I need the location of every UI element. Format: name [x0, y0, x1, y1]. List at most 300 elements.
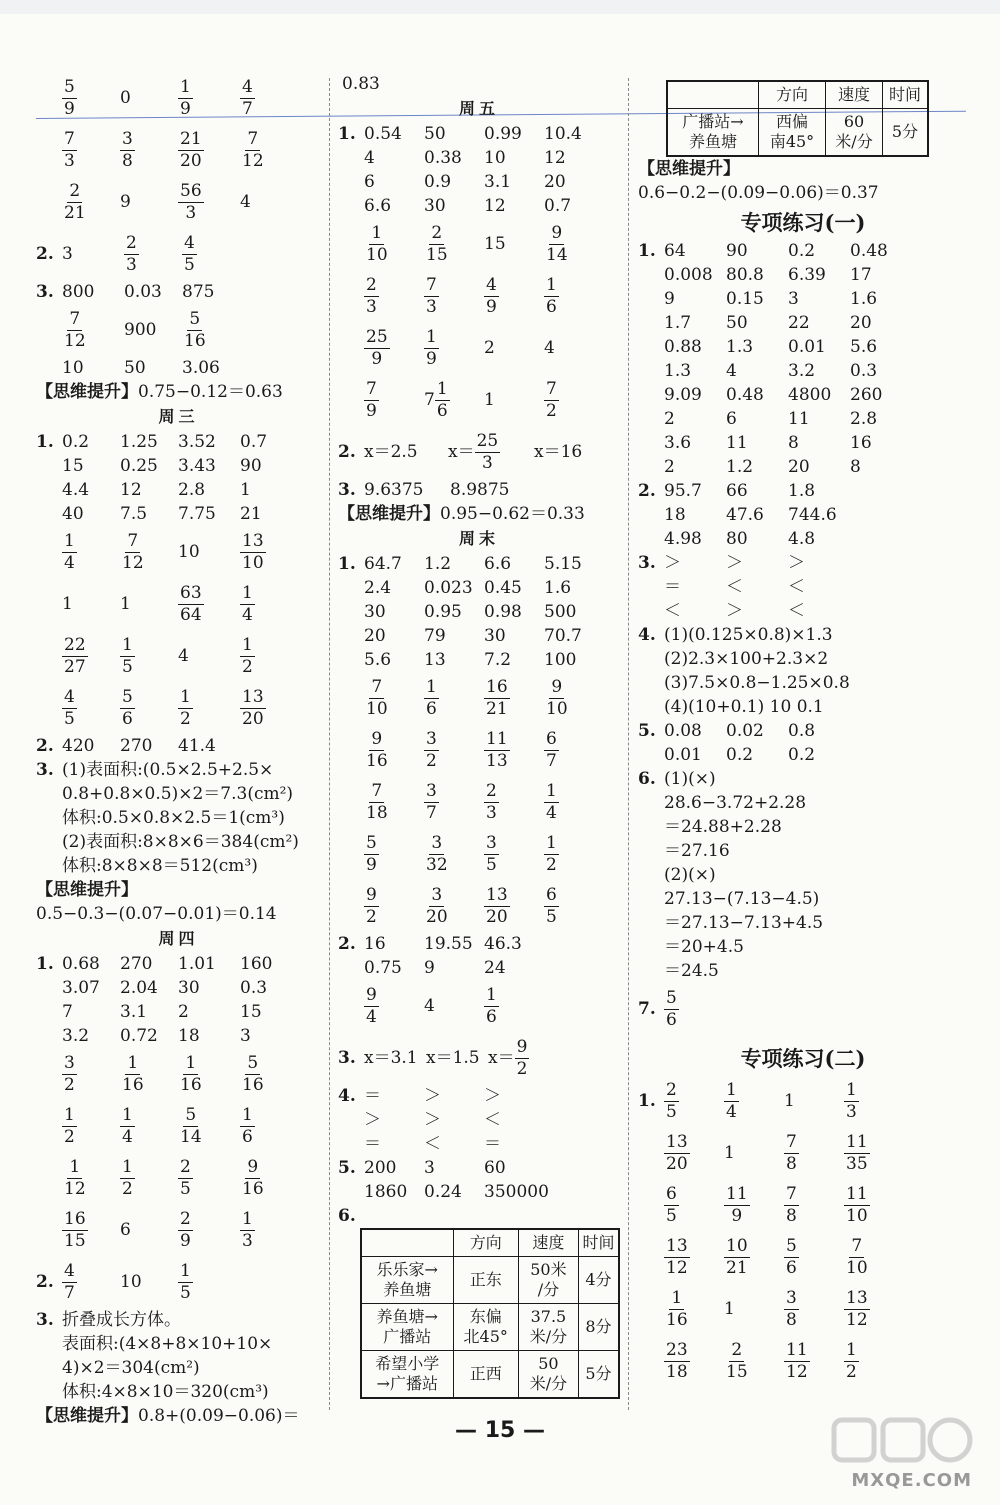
fraction — [664, 1132, 690, 1175]
answer-cell — [844, 1184, 902, 1227]
answer-row — [36, 72, 321, 124]
answer-cell — [120, 635, 178, 678]
answer-cell: 10 — [120, 1272, 142, 1292]
answer-cell — [364, 379, 424, 422]
answer-row — [638, 407, 968, 431]
numerator: 13 — [846, 1287, 868, 1308]
answer-cell — [784, 1132, 844, 1175]
denominator: 15 — [64, 1230, 86, 1251]
denominator: 9 — [180, 98, 191, 119]
numerator: 9 — [551, 222, 563, 243]
numerator: 2 — [486, 780, 497, 801]
answer-line: ＝27.13−7.13+4.5 — [664, 913, 824, 933]
fraction — [424, 223, 450, 266]
denominator: 12 — [242, 150, 264, 171]
column-3 — [638, 80, 968, 1387]
question-number: 2. — [36, 244, 54, 264]
answer-row — [36, 304, 321, 356]
answer-line: 4)×2＝304(cm²) — [62, 1358, 200, 1378]
numerator: 1 — [426, 326, 437, 347]
answer-row — [36, 1024, 321, 1048]
question-number: 5. — [638, 721, 656, 741]
answer-cell — [364, 327, 424, 370]
answer-cell: 12 — [544, 148, 566, 168]
answer-row — [338, 724, 620, 776]
numerator: 1 — [122, 634, 133, 655]
answer-cell: 4 — [240, 192, 251, 212]
table-cell: 50 米/分 — [518, 1351, 578, 1399]
answer-cell — [544, 781, 602, 824]
answer-cell — [62, 687, 120, 730]
answer-cell: 3.2 — [62, 1026, 90, 1046]
fri-q3-answers — [338, 478, 620, 502]
numerator: 6 — [546, 884, 557, 905]
answer-cell: 0.95 — [424, 602, 462, 622]
answer-cell: 0.2 — [788, 241, 816, 261]
numerator: 9 — [366, 984, 377, 1005]
answer-cell: ＜ — [664, 601, 681, 621]
answer-cell — [364, 677, 424, 720]
answer-cell: 20 — [544, 172, 566, 192]
answer-cell: 1.3 — [664, 361, 692, 381]
fraction — [178, 77, 193, 120]
fraction — [240, 1157, 266, 1200]
answer-cell: 3 — [240, 1026, 251, 1046]
answer-row — [638, 551, 968, 575]
answer-cell: 7.5 — [120, 504, 148, 524]
answer-cell — [784, 1236, 844, 1279]
answer-cell: 3.1 — [120, 1002, 148, 1022]
answer-cell: x＝1.5 — [426, 1048, 480, 1068]
answer-cell: 0.2 — [726, 745, 754, 765]
denominator: 10 — [242, 552, 264, 573]
fraction — [62, 1261, 77, 1304]
answer-cell: 46.3 — [484, 934, 522, 954]
answer-cell: 10 — [62, 358, 84, 378]
answer-row — [638, 983, 968, 1035]
answer-cell: 0.72 — [120, 1026, 158, 1046]
answer-cell: 1.8 — [788, 481, 816, 501]
numerator: 5 — [666, 987, 677, 1008]
answer-line: 4. (1)(0.125×0.8)×1.3 — [638, 625, 833, 645]
numerator: 4 — [486, 274, 497, 295]
answer-row — [338, 1180, 620, 1204]
answer-line: 3. (1)表面积:(0.5×2.5+2.5× — [36, 760, 274, 780]
fraction — [724, 1080, 739, 1123]
fraction — [240, 583, 255, 626]
answer-cell — [724, 1340, 784, 1383]
table-row — [361, 1257, 619, 1304]
denominator: 8 — [122, 150, 133, 171]
answer-cell: 0.88 — [664, 337, 702, 357]
table-cell: 乐乐家→ 养鱼塘 — [361, 1257, 453, 1304]
thu-q2-answers — [36, 1256, 321, 1308]
fraction — [62, 1157, 88, 1200]
answer-cell — [844, 1132, 902, 1175]
numerator: 1 — [546, 274, 557, 295]
answer-cell: 260 — [850, 385, 883, 405]
answer-cell: 9 — [664, 289, 675, 309]
numerator: 1 — [486, 984, 497, 1005]
answer-cell: 21 — [240, 504, 262, 524]
numerator: 4 — [64, 686, 75, 707]
numerator: 2 — [180, 1208, 191, 1229]
route-table-wrap — [638, 80, 968, 157]
denominator: 2 — [546, 400, 557, 421]
answer-cell: 30 — [424, 196, 446, 216]
fraction — [424, 327, 439, 370]
numerator: 7 — [366, 378, 377, 399]
answer-cell: 6 — [364, 172, 375, 192]
denominator: 2 — [516, 1058, 528, 1079]
answer-row — [36, 952, 321, 976]
denominator: 9 — [64, 98, 75, 119]
answer-cell: ＞ — [424, 1110, 441, 1130]
section-title-weekend: 周末 — [458, 529, 499, 548]
answer-row — [338, 576, 620, 600]
fraction — [364, 885, 379, 928]
answer-cell — [844, 1340, 902, 1383]
answer-cell: 0.38 — [424, 148, 462, 168]
answer-cell: 1 — [724, 1299, 735, 1319]
answer-cell: 8 — [850, 457, 861, 477]
denominator: 20 — [426, 906, 448, 927]
denominator: 15 — [726, 1361, 748, 1382]
answer-line: ＝24.88+2.28 — [664, 817, 782, 837]
answer-cell: 7 $\frac{1}{6}$ — [424, 378, 448, 421]
answer-row — [338, 426, 620, 478]
numerator: 7 — [546, 378, 557, 399]
question-number: 4. — [338, 1086, 356, 1106]
fraction — [784, 1184, 799, 1227]
answer-cell: 10 — [178, 542, 200, 562]
answer-line: ＝20+4.5 — [664, 937, 744, 957]
answer-row — [338, 980, 620, 1032]
denominator: 10 — [846, 1257, 868, 1278]
denominator: 5 — [666, 1205, 677, 1226]
fraction — [240, 531, 266, 574]
thinking-boost: 【思维提升】0.8+(0.09−0.06)＝ — [36, 1406, 300, 1426]
numerator: 11 — [786, 1339, 808, 1360]
denominator: 5 — [666, 1101, 677, 1122]
answer-row — [338, 1032, 620, 1084]
question-number: 1. — [36, 954, 54, 974]
answer-cell: ＞ — [364, 1110, 381, 1130]
answer-cell: 17 — [850, 265, 872, 285]
answer-cell: 90 — [240, 456, 262, 476]
fraction — [664, 1184, 679, 1227]
sp1-q5-answers — [638, 719, 968, 767]
answer-row — [638, 335, 968, 359]
answer-cell: 11 — [788, 409, 810, 429]
numerator: 25 — [476, 430, 499, 451]
sp1-q7-answers — [638, 983, 968, 1035]
denominator: 7 — [546, 750, 557, 771]
question-number: 4. — [638, 625, 656, 645]
numerator: 5 — [189, 308, 201, 329]
answer-line: 表面积:(4×8+8×10+10× — [62, 1334, 273, 1354]
answer-row — [338, 1108, 620, 1132]
fraction — [544, 379, 559, 422]
denominator: 12 — [666, 1257, 688, 1278]
thinking-boost: 【思维提升】 — [36, 880, 138, 900]
wkd-q1-answers — [338, 552, 620, 932]
fraction — [120, 531, 146, 574]
fraction — [240, 1105, 255, 1148]
answer-row — [638, 1231, 968, 1283]
fraction — [844, 1236, 870, 1279]
answer-cell — [240, 129, 298, 172]
sp1-q4-answers — [638, 623, 968, 719]
answer-cell — [124, 233, 182, 276]
section-title-special-2: 专项练习(二) — [740, 1046, 866, 1071]
answer-cell — [240, 77, 298, 120]
answer-cell — [664, 988, 724, 1031]
answer-cell: 8 — [788, 433, 799, 453]
answer-cell: 1 — [784, 1091, 795, 1111]
denominator: 21 — [486, 698, 508, 719]
table-header-cell: 时间 — [883, 81, 929, 109]
numerator: 1 — [726, 1079, 737, 1100]
answer-row — [338, 624, 620, 648]
denominator: 2 — [64, 1126, 75, 1147]
answer-cell: 4.8 — [788, 529, 816, 549]
answer-cell: 1.6 — [544, 578, 572, 598]
fraction — [844, 1340, 859, 1383]
answer-cell: ＞ — [788, 553, 805, 573]
answer-cell — [664, 1288, 724, 1331]
denominator: 16 — [122, 1074, 144, 1095]
answer-cell: 3.52 — [178, 432, 216, 452]
numerator: 1 — [69, 1156, 81, 1177]
numerator: 1 — [180, 76, 191, 97]
denominator: 3 — [426, 296, 437, 317]
fraction — [62, 129, 77, 172]
denominator: 4 — [546, 802, 557, 823]
section-title-special-1: 专项练习(一) — [740, 210, 866, 235]
fraction — [844, 1288, 870, 1331]
fraction — [120, 687, 135, 730]
answer-cell — [120, 1157, 178, 1200]
answer-line: (2)表面积:8×8×6＝384(cm²) — [62, 832, 299, 852]
answer-cell — [62, 635, 120, 678]
numerator: 1 — [846, 1339, 857, 1360]
answer-cell: 5.6 — [364, 650, 392, 670]
fraction — [424, 729, 439, 772]
numerator: 3 — [431, 832, 443, 853]
sp1-q1-answers — [638, 239, 968, 479]
question-number: 3. — [338, 1048, 356, 1068]
fraction — [844, 1132, 870, 1175]
answer-row — [338, 776, 620, 828]
answer-cell: 0.08 — [664, 721, 702, 741]
question-number: 6. — [638, 769, 656, 789]
denominator: 9 — [486, 296, 497, 317]
answer-cell: 5.15 — [544, 554, 582, 574]
answer-cell: ＝ — [484, 1134, 501, 1154]
fri-q1-answers — [338, 122, 620, 426]
answer-cell — [664, 1132, 724, 1175]
fraction — [784, 1132, 799, 1175]
table-cell: 5分 — [578, 1351, 619, 1399]
answer-cell: 0.01 — [788, 337, 826, 357]
answer-cell — [364, 223, 424, 266]
question-number: 2. — [338, 934, 356, 954]
fraction — [515, 1037, 530, 1080]
answer-cell — [484, 833, 544, 876]
column-1 — [36, 72, 321, 1428]
denominator: 15 — [426, 244, 448, 265]
fraction — [182, 233, 197, 276]
answer-row — [36, 430, 321, 454]
answer-cell — [784, 1184, 844, 1227]
answer-cell: ＞ — [484, 1086, 501, 1106]
answer-cell: 2.8 — [178, 480, 206, 500]
numerator: 1 — [127, 1052, 139, 1073]
answer-row — [36, 578, 321, 630]
numerator: 1 — [180, 686, 191, 707]
answer-cell: 0.02 — [726, 721, 764, 741]
fraction — [178, 1261, 193, 1304]
denominator: 4 — [726, 1101, 737, 1122]
answer-row — [638, 743, 968, 767]
answer-cell: 0.2 — [62, 432, 90, 452]
denominator: 3 — [242, 1230, 253, 1251]
answer-cell — [484, 885, 544, 928]
question-number: 1. — [638, 1091, 656, 1111]
numerator: 3 — [426, 780, 437, 801]
section-title-friday: 周五 — [458, 99, 499, 118]
page-number: — 15 — — [455, 1418, 545, 1443]
answer-cell — [364, 885, 424, 928]
denominator: 7 — [426, 802, 437, 823]
answer-cell — [62, 531, 120, 574]
answer-cell: x＝3.1 — [364, 1048, 418, 1068]
answer-cell: 3.1 — [484, 172, 512, 192]
numerator: 4 — [184, 232, 195, 253]
denominator: 4 — [242, 604, 253, 625]
answer-cell — [664, 1184, 724, 1227]
denominator: 6 — [122, 708, 133, 729]
fraction — [364, 833, 379, 876]
answer-row — [338, 194, 620, 218]
answer-cell: ＝ — [364, 1134, 381, 1154]
denominator: 20 — [242, 708, 264, 729]
answer-cell: 0.9 — [424, 172, 452, 192]
answer-row — [338, 1132, 620, 1156]
question-number: 3. — [338, 480, 356, 500]
answer-cell: 500 — [544, 602, 577, 622]
fraction — [724, 1184, 750, 1227]
answer-cell — [178, 181, 240, 224]
answer-row — [638, 719, 968, 743]
answer-cell: 79 — [424, 626, 446, 646]
fraction — [844, 1080, 859, 1123]
answer-row — [338, 880, 620, 932]
denominator: 6 — [486, 1006, 497, 1027]
answer-cell: ＜ — [424, 1134, 441, 1154]
wkd-q2-answers — [338, 932, 620, 1032]
answer-cell: 7 — [62, 1002, 73, 1022]
answer-row — [36, 630, 321, 682]
fraction — [664, 988, 679, 1031]
answer-cell — [844, 1288, 902, 1331]
answer-cell: 0.24 — [424, 1182, 462, 1202]
sp2-q1-answers — [638, 1075, 968, 1387]
numerator: 3 — [431, 884, 443, 905]
answer-row — [338, 956, 620, 980]
answer-cell: 0.15 — [726, 289, 764, 309]
wkd-q4-answers — [338, 1084, 620, 1156]
answer-row — [638, 1075, 968, 1127]
numerator: 1 — [242, 1104, 253, 1125]
fraction — [62, 1209, 88, 1252]
answer-cell: 0.75 — [364, 958, 402, 978]
table-row — [667, 109, 928, 157]
answer-cell: 8.9875 — [450, 480, 510, 500]
denominator: 2 — [180, 708, 191, 729]
route-table-continued — [666, 80, 929, 157]
answer-row — [36, 454, 321, 478]
fraction — [178, 129, 204, 172]
question-number: 2. — [36, 1272, 54, 1292]
numerator: 7 — [786, 1131, 797, 1152]
denominator: 21 — [726, 1257, 748, 1278]
answer-cell: 16 — [364, 934, 386, 954]
numerator: 2 — [431, 222, 443, 243]
answer-cell: 30 — [484, 626, 506, 646]
answer-cell — [62, 1157, 120, 1200]
answer-row — [338, 122, 620, 146]
numerator: 1 — [242, 1208, 253, 1229]
answer-row — [36, 1048, 321, 1100]
watermark-text: MXQE.COM — [851, 1470, 972, 1491]
answer-row — [638, 575, 968, 599]
numerator: 3 — [486, 832, 497, 853]
denominator: 2 — [546, 854, 557, 875]
answer-row — [36, 502, 321, 526]
answer-row — [36, 1204, 321, 1256]
fraction — [364, 781, 390, 824]
answer-cell: 12 — [120, 480, 142, 500]
numerator: 7 — [247, 128, 259, 149]
answer-cell — [424, 833, 484, 876]
answer-cell — [664, 1236, 724, 1279]
answer-cell: 6.6 — [484, 554, 512, 574]
numerator: 2 — [731, 1339, 743, 1360]
answer-cell: 2 — [664, 457, 675, 477]
answer-row — [338, 374, 620, 426]
denominator: 8 — [786, 1153, 797, 1174]
fraction — [784, 1288, 799, 1331]
denominator: 9 — [180, 1230, 191, 1251]
answer-line: (2)(×) — [664, 865, 716, 885]
answer-cell — [544, 379, 602, 422]
answer-cell: 2 — [178, 1002, 189, 1022]
fraction — [178, 1053, 204, 1096]
denominator: 35 — [846, 1153, 868, 1174]
numerator: 6 — [666, 1183, 677, 1204]
answer-cell: 6.39 — [788, 265, 826, 285]
answer-cell — [544, 833, 602, 876]
question-number: 7. — [638, 999, 656, 1019]
table-header-cell: 方向 — [453, 1229, 518, 1257]
answer-cell: 1 — [484, 390, 495, 410]
denominator: 6 — [242, 1126, 253, 1147]
answer-cell: 0.68 — [62, 954, 100, 974]
answer-cell — [62, 1261, 120, 1304]
table-header-cell: 时间 — [578, 1229, 619, 1257]
